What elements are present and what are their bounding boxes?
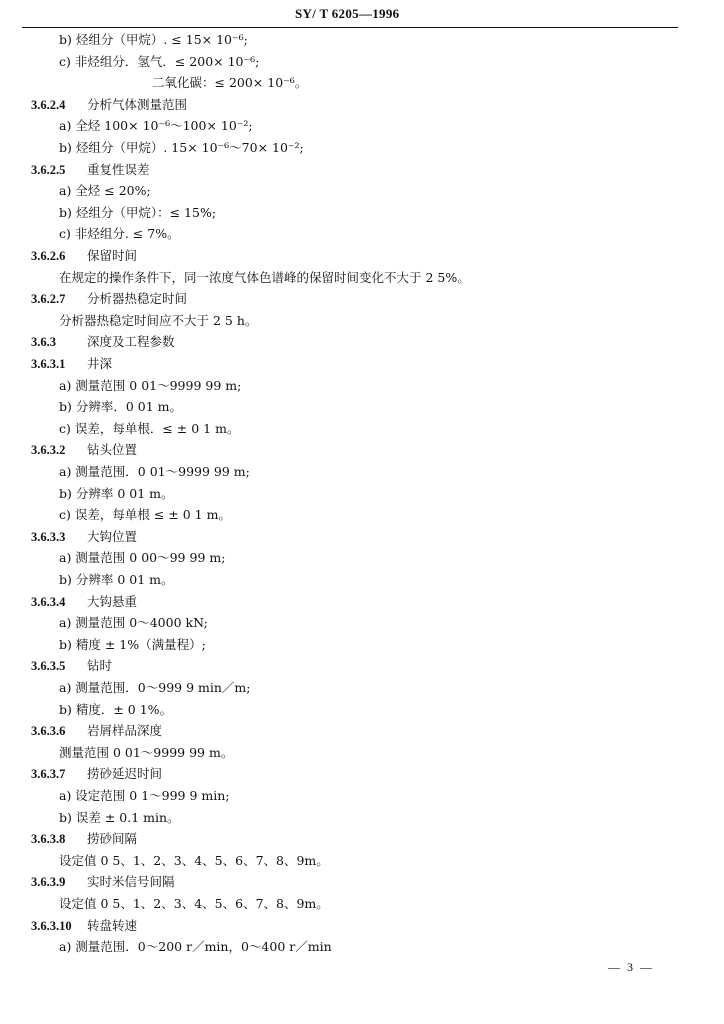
section-title: 捞砂延迟时间 (87, 766, 163, 782)
list-item: c) 非烃组分. ≤ 7%。 (59, 226, 180, 242)
section-heading (31, 94, 187, 116)
list-item: a) 测量范围．0 01～9999 99 m; (59, 464, 250, 479)
section-heading (31, 439, 137, 461)
section-title: 钻头位置 (87, 442, 138, 458)
page-number: — 3 — (608, 960, 654, 974)
section-heading (31, 353, 112, 375)
list-item: 设定值 0 5、1、2、3、4、5、6、7、8、9m。 (59, 896, 329, 911)
section-title: 重复性误差 (87, 161, 150, 177)
section-heading (31, 526, 137, 548)
list-item: b) 分辨率 0 01 m。 (59, 572, 174, 587)
list-item: c) 误差，每单根 ≤ ± 0 1 m。 (59, 507, 231, 523)
list-item: 测量范围 0 01～9999 99 m。 (59, 744, 234, 760)
section-title: 保留时间 (87, 248, 138, 263)
list-item: a) 测量范围 0 01～9999 99 m; (59, 377, 242, 393)
page-header (0, 0, 724, 30)
list-item: b) 烃组分（甲烷）. ≤ 15× 10⁻⁶; (59, 32, 248, 47)
section-number: 3.6.3.6 (31, 724, 66, 739)
section-heading (31, 828, 137, 850)
list-item: b) 烃组分（甲烷）. 15× 10⁻⁶～70× 10⁻²; (59, 140, 304, 155)
section-number: 3.6.3.9 (31, 875, 66, 890)
list-item: a) 测量范围．0～200 r／min，0～400 r／min (59, 939, 332, 955)
list-item: b) 分辨率．0 01 m。 (59, 399, 183, 415)
section-number: 3.6.3 (31, 335, 56, 350)
section-title: 捞砂间隔 (87, 831, 138, 847)
section-heading (31, 871, 175, 893)
list-item: b) 分辨率 0 01 m。 (59, 485, 174, 501)
section-number: 3.6.3.4 (31, 594, 66, 609)
section-number: 3.6.2.4 (31, 97, 66, 112)
section-title: 转盘转速 (87, 917, 138, 933)
header-rule (22, 27, 678, 28)
list-item: b) 误差 ± 0.1 min。 (59, 809, 180, 825)
list-item: b) 精度．± 0 1%。 (59, 701, 173, 717)
section-heading (31, 591, 137, 613)
list-item: b) 精度 ± 1%（满量程）; (59, 636, 206, 652)
section-title: 分析器热稳定时间 (87, 291, 188, 307)
section-title: 实时米信号间隔 (87, 874, 175, 890)
list-item: a) 测量范围 0～4000 kN; (59, 615, 208, 631)
standard-code: SY/ T 6205—1996 (295, 6, 400, 21)
section-heading (31, 288, 187, 310)
list-item: 二氧化碳：≤ 200× 10⁻⁶。 (152, 75, 308, 91)
section-number: 3.6.2.6 (31, 249, 66, 263)
section-number: 3.6.3.2 (31, 443, 66, 458)
section-title: 深度及工程参数 (87, 334, 175, 350)
section-number: 3.6.3.5 (31, 659, 66, 674)
list-item: c) 误差，每单根．≤ ± 0 1 m。 (59, 420, 240, 436)
section-title: 大钩悬重 (87, 593, 138, 609)
list-item: a) 全烃 100× 10⁻⁶～100× 10⁻²; (59, 118, 253, 134)
section-title: 分析气体测量范围 (87, 96, 188, 112)
list-item: 在规定的操作条件下，同一浓度气体色谱峰的保留时间变化不大于 2 5%。 (59, 269, 470, 285)
section-title: 岩屑样品深度 (87, 723, 163, 739)
list-item: a) 测量范围 0 00～99 99 m; (59, 550, 226, 566)
list-item: a) 全烃 ≤ 20%; (59, 183, 151, 199)
section-heading (31, 720, 162, 742)
section-heading (31, 763, 162, 785)
section-heading (31, 159, 150, 181)
section-number: 3.6.3.1 (31, 357, 66, 371)
section-number: 3.6.2.7 (31, 292, 66, 307)
section-heading (31, 331, 175, 353)
list-item: a) 测量范围．0～999 9 min／m; (59, 680, 251, 695)
section-number: 3.6.3.10 (31, 918, 72, 933)
section-number: 3.6.3.7 (31, 767, 66, 782)
list-item: 设定值 0 5、1、2、3、4、5、6、7、8、9m。 (59, 852, 329, 868)
section-heading (31, 655, 112, 677)
section-number: 3.6.3.3 (31, 529, 66, 544)
list-item: c) 非烃组分．氢气．≤ 200× 10⁻⁶; (59, 53, 260, 69)
section-heading (31, 245, 137, 267)
section-number: 3.6.2.5 (31, 162, 66, 177)
section-number: 3.6.3.8 (31, 832, 66, 847)
section-title: 井深 (87, 356, 113, 371)
list-item: b) 烃组分（甲烷）：≤ 15%; (59, 204, 217, 220)
section-heading (31, 915, 137, 937)
list-item: a) 设定范围 0 1～999 9 min; (59, 788, 230, 803)
section-title: 钻时 (87, 658, 113, 674)
section-title: 大钩位置 (87, 528, 138, 544)
list-item: 分析器热稳定时间应不大于 2 5 h。 (59, 312, 258, 328)
